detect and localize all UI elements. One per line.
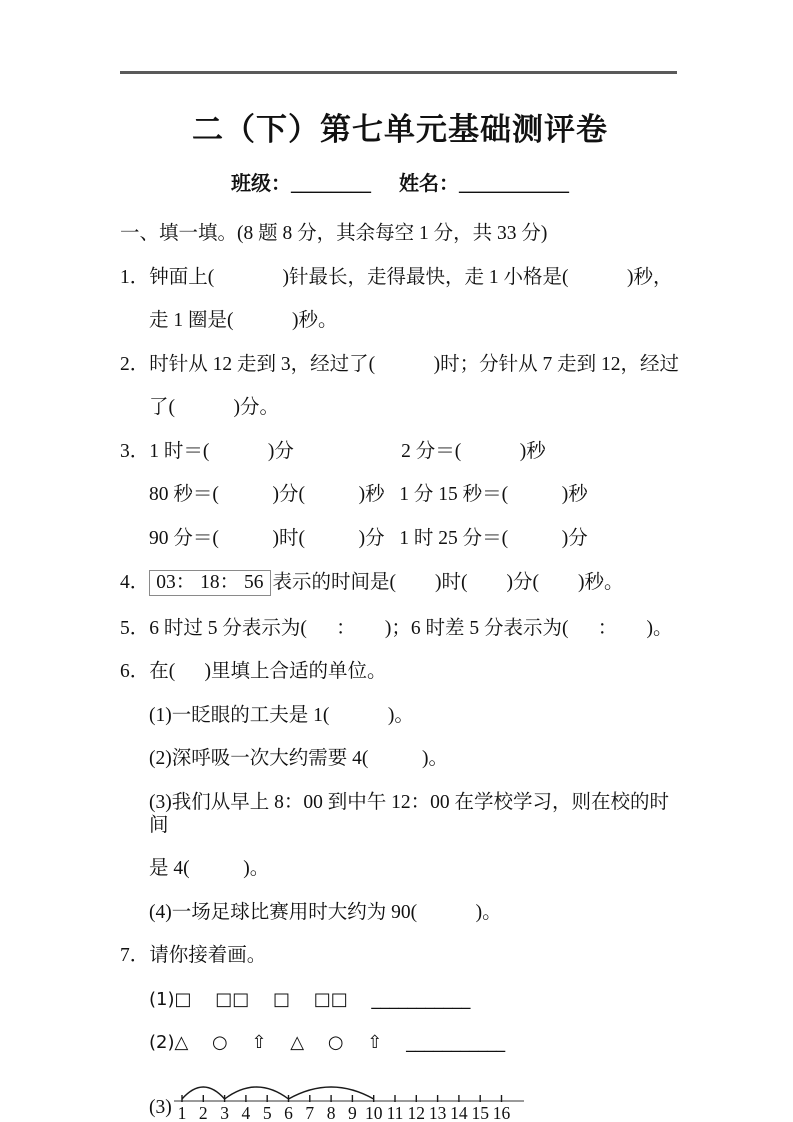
svg-text:11: 11 [386,1102,404,1122]
question-7-item-1-pattern: (1)□ □□ □ □□ ___________ [149,988,471,1010]
question-6-item-1: (1)一眨眼的工夫是 1( )。 [149,704,414,726]
question-1-line-2: 走 1 圈是( )秒。 [149,310,338,331]
question-3-line-3: 90 分＝( )时( )分 1 时 25 分＝( )分 [149,527,588,549]
question-7-item-3-label: (3) [149,1096,172,1118]
svg-text:14: 14 [449,1102,468,1122]
question-6-item-2: (2)深呼吸一次大约需要 4( )。 [149,748,448,769]
svg-text:9: 9 [347,1102,357,1122]
top-divider-rule [120,71,677,74]
question-2-line-1: 2．时针从 12 走到 3，经过了( )时；分针从 7 走到 12，经过 [120,353,679,375]
question-7-item-3 [120,1075,680,1122]
question-6-item-3-line-1: (3)我们从早上 8：00 到中午 12：00 在学校学习，则在校的时间 [149,791,669,836]
student-info-line [120,167,680,196]
question-5-line: 5．6 时过 5 分表示为( ： )；6 时差 5 分表示为( ： )。 [120,617,673,639]
digital-clock-box: 03： 18： 56 [149,570,270,596]
name-label: 姓名： [399,173,459,195]
svg-text:4: 4 [241,1102,251,1122]
section-1 [120,222,680,1122]
question-4-line [120,570,680,596]
question-4-number: 4． [120,572,150,593]
svg-text:3: 3 [219,1102,229,1122]
svg-text:8: 8 [326,1102,336,1122]
svg-text:12: 12 [407,1102,425,1122]
svg-text:10: 10 [364,1102,383,1122]
question-1-line-1: 1．钟面上( )针最长，走得最快，走 1 小格是( )秒， [120,266,673,288]
class-blank: ________ [291,173,371,195]
svg-text:2: 2 [198,1102,208,1122]
svg-text:1: 1 [177,1102,187,1122]
number-line [172,1075,534,1122]
paper-content [120,96,680,1122]
question-3-line-2: 80 秒＝( )分( )秒 1 分 15 秒＝( )秒 [149,484,588,505]
svg-text:6: 6 [283,1102,293,1122]
svg-text:15: 15 [471,1102,489,1122]
svg-text:13: 13 [428,1102,447,1122]
question-7-line: 7．请你接着画。 [120,945,267,966]
svg-text:7: 7 [305,1102,314,1122]
class-label: 班级： [231,173,291,195]
page-title: 二（下）第七单元基础测评卷 [192,112,608,147]
question-4-text: 表示的时间是( )时( )分( )秒。 [272,572,624,593]
question-3-line-1: 3．1 时＝( )分 2 分＝( )秒 [120,440,546,462]
question-6-item-4: (4)一场足球比赛用时大约为 90( )。 [149,901,502,923]
name-blank: ___________ [459,173,569,195]
question-2-line-2: 了( )分。 [149,397,279,418]
svg-text:16: 16 [492,1102,510,1122]
svg-text:5: 5 [262,1102,272,1122]
section-1-heading: 一、填一填。(8 题 8 分，其余每空 1 分，共 33 分) [120,223,548,244]
question-6-item-3-line-2: 是 4( )。 [149,858,270,879]
question-6-line: 6．在( )里填上合适的单位。 [120,661,387,682]
question-7-item-2-pattern: (2)△ ○ ⇧ △ ○ ⇧ ___________ [149,1032,506,1053]
